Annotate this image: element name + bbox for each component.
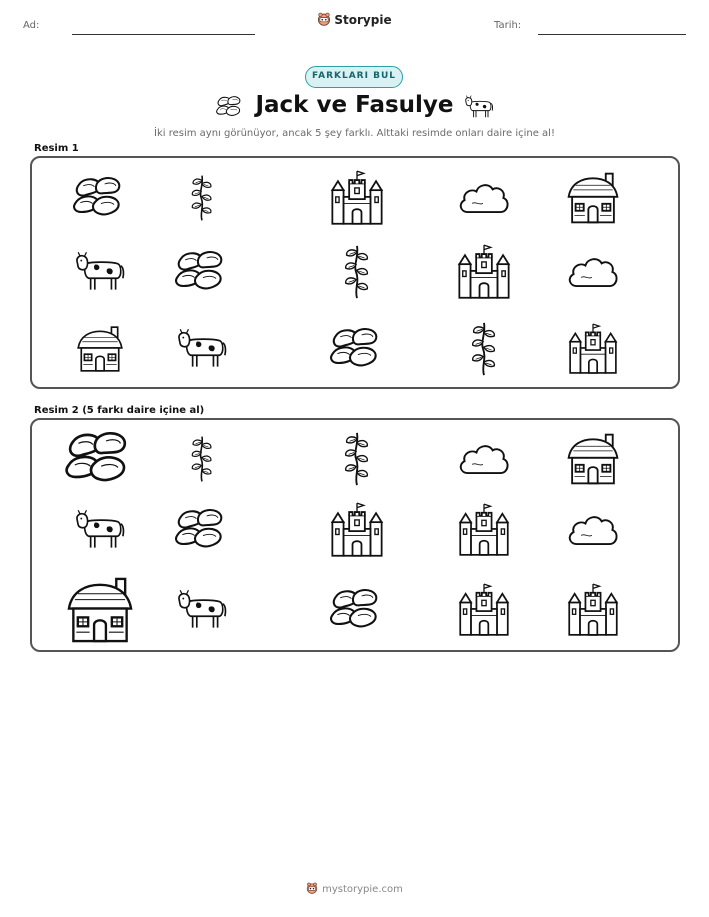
cottage-icon [74, 323, 126, 375]
beanstalk-icon [178, 435, 226, 483]
beans-icon [329, 582, 385, 638]
name-field-line[interactable] [72, 34, 255, 35]
activity-badge: FARKLARI BUL [305, 66, 403, 88]
beans-icon [72, 170, 128, 226]
beanstalk-icon [456, 321, 512, 377]
cloud-icon [457, 432, 511, 486]
castle-icon [567, 323, 619, 375]
beans-icon [174, 502, 230, 558]
cow-icon [74, 246, 126, 298]
date-field-line[interactable] [538, 34, 686, 35]
date-label: Tarih: [494, 20, 522, 31]
castle-icon [566, 583, 620, 637]
brand-name: Storypie [334, 13, 392, 27]
beans-icon [174, 244, 230, 300]
cow-icon [74, 504, 126, 556]
beans-icon [64, 423, 136, 495]
page-title: Jack ve Fasulye [255, 92, 454, 118]
castle-icon [457, 503, 511, 557]
beanstalk-icon [329, 431, 385, 487]
cloud-icon [566, 503, 620, 557]
beans-icon [329, 321, 385, 377]
cloud-icon [457, 171, 511, 225]
storypie-logo-icon [306, 882, 318, 894]
name-label: Ad: [23, 20, 40, 31]
cottage-icon [564, 169, 622, 227]
cow-icon [463, 95, 495, 119]
cow-icon [176, 584, 228, 636]
beanstalk-icon [178, 174, 226, 222]
brand [0, 12, 709, 27]
picture2-label: Resim 2 (5 farkı daire içine al) [34, 405, 205, 416]
picture1-label: Resim 1 [34, 143, 79, 154]
cow-icon [176, 323, 228, 375]
cottage-icon [564, 430, 622, 488]
footer-url: mystorypie.com [322, 884, 403, 895]
castle-icon [329, 170, 385, 226]
storypie-logo-icon [317, 12, 331, 26]
cloud-icon [566, 245, 620, 299]
instructions: İki resim aynı görünüyor, ancak 5 şey farklı. Alttaki resimde onları daire içine al! [154, 128, 555, 139]
castle-icon [456, 244, 512, 300]
footer [0, 882, 709, 895]
cottage-icon [63, 573, 137, 647]
castle-icon [329, 502, 385, 558]
picture1-panel [30, 156, 680, 389]
beanstalk-icon [329, 244, 385, 300]
picture2-panel[interactable] [30, 418, 680, 652]
castle-icon [457, 583, 511, 637]
